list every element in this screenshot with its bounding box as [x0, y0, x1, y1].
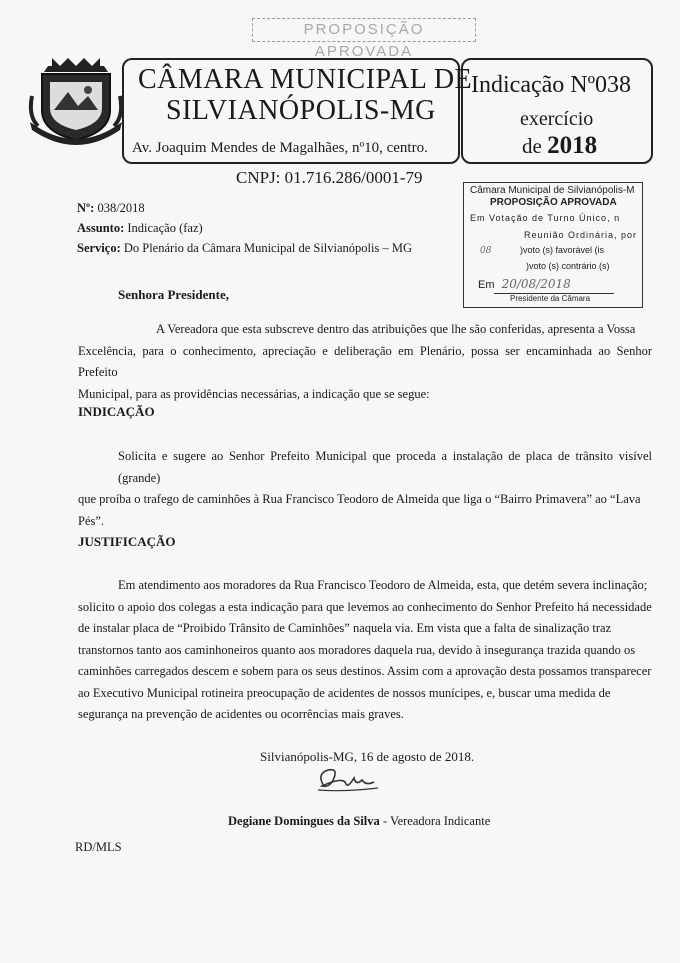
intro-line: Excelência, para o conhecimento, apreciação e deliberação em Plenário, possa ser encaminhada ao Senhor Prefeito [78, 343, 652, 379]
justificacao-heading: JUSTIFICAÇÃO [78, 534, 176, 549]
approval-stamp-line6: )voto (s) contrário (s) [526, 261, 610, 271]
meta-servico [77, 241, 412, 256]
indicacao-exercicio: exercício [520, 108, 594, 130]
intro-line: A Vereadora que esta subscreve dentro das atribuições que lhe são conferidas, apresenta a Vossa [156, 322, 636, 336]
justificacao-line: solicito o apoio dos colegas a esta indicação para que levemos ao conhecimento do Senhor Prefeito há necessidade [78, 599, 652, 614]
justificacao-paragraph [78, 575, 652, 726]
indicacao-heading: INDICAÇÃO [78, 404, 155, 419]
approval-stamp-line5-row [480, 245, 604, 256]
justificacao-line: ao Executivo Municipal rotineira preocupação de acidentes de nossos munícipes, e, buscar uma medida de [78, 685, 611, 700]
chamber-address: Av. Joaquim Mendes de Magalhães, nº10, centro. [132, 140, 428, 156]
meta-assunto-value: Indicação (faz) [127, 221, 203, 235]
meta-number [77, 201, 145, 216]
approval-stamp-date-row [478, 277, 571, 291]
year-prefix: de [522, 134, 542, 158]
cnpj: CNPJ: 01.716.286/0001-79 [236, 168, 423, 187]
approval-stamp-line1: Câmara Municipal de Silvianópolis-M [470, 185, 635, 196]
indicacao-year [522, 132, 597, 160]
meta-servico-value: Do Plenário da Câmara Municipal de Silvianópolis – MG [123, 241, 413, 255]
approval-stamp [463, 182, 643, 308]
approval-stamp-line5: )voto (s) favorável (is [519, 245, 604, 255]
meta-number-label: Nº: [77, 201, 95, 215]
approved-stamp-top: PROPOSIÇÃO APROVADA [252, 18, 476, 42]
meta-servico-label: Serviço: [77, 241, 121, 255]
indicacao-line: que proíba o trafego de caminhões à Rua Francisco Teodoro de Almeida que liga o “Bairro Primavera” ao “Lava [78, 492, 641, 506]
signer [228, 814, 490, 829]
meta-number-value: 038/2018 [97, 201, 145, 215]
approval-stamp-line4: Reunião Ordinária, por [524, 230, 638, 240]
indicacao-line: Pés”. [78, 513, 105, 528]
indicacao-line: Solicita e sugere ao Senhor Prefeito Municipal que proceda a instalação de placa de trânsito visível (grande) [118, 449, 652, 485]
approval-stamp-line2: PROPOSIÇÃO APROVADA [490, 197, 617, 208]
meta-assunto [77, 221, 203, 236]
signer-name: Degiane Domingues da Silva [228, 814, 380, 828]
indicacao-paragraph [78, 446, 652, 532]
approval-stamp-date-prefix: Em [478, 279, 495, 291]
salutation: Senhora Presidente, [118, 287, 229, 302]
indicacao-number: Indicação Nº038 [471, 72, 632, 98]
chamber-title-line1: CÂMARA MUNICIPAL DE [138, 64, 473, 95]
justificacao-line: caminhões carregados descem e sobem para os seus destinos. Assim com a aprovação desta possamos transparecer [78, 664, 652, 678]
approval-stamp-footer: Presidente da Câmara [510, 294, 591, 303]
meta-assunto-label: Assunto: [77, 221, 125, 235]
justificacao-line: Em atendimento aos moradores da Rua Francisco Teodoro de Almeida, esta, que detém severa inclinação; [118, 578, 648, 592]
intro-paragraph [78, 319, 652, 405]
justificacao-line: transtornos tanto aos caminhoneiros quanto aos moradores daquela rua, devido à insegurança trazida quando os [78, 642, 636, 657]
chamber-title-line2: SILVIANÓPOLIS-MG [166, 95, 436, 126]
justificacao-line: segurança na prevenção de acidentes ou ocorrências mais graves. [78, 707, 404, 721]
intro-line: Municipal, para as providências necessárias, a indicação que se segue: [78, 386, 430, 401]
approval-stamp-line3: Em Votação de Turno Único, n [470, 213, 621, 223]
handwritten-signature-icon [314, 764, 384, 794]
approval-stamp-date: 20/08/2018 [501, 277, 571, 291]
approval-stamp-votes: 08 [480, 246, 492, 256]
year-value: 2018 [547, 132, 598, 159]
place-date: Silvianópolis-MG, 16 de agosto de 2018. [260, 749, 475, 764]
municipal-crest-icon [28, 56, 124, 148]
chamber-title [138, 64, 472, 126]
signer-role: - Vereadora Indicante [379, 814, 491, 828]
justificacao-line: de instalar placa de “Proibido Trânsito de Caminhões” naquela via. Em vista que a falta de sinalização traz [78, 621, 612, 635]
reference-initials: RD/MLS [75, 840, 122, 854]
